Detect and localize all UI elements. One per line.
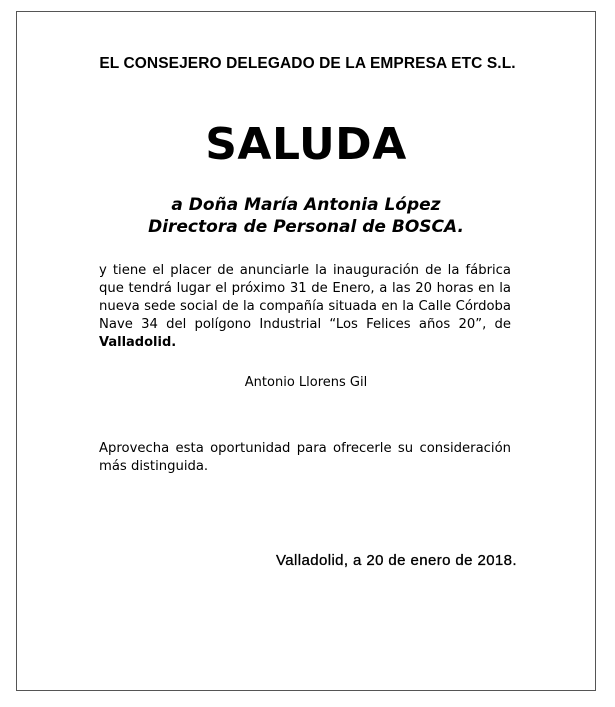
closing-paragraph: Aprovecha esta oportunidad para ofrecerle su consideración más distinguida. — [99, 441, 511, 474]
date-line: Valladolid, a 20 de enero de 2018. — [275, 552, 517, 569]
body-text: y tiene el placer de anunciarle la inauguración de la fábrica que tendrá lugar el próximo 31 de Enero, a las 20 horas en la nueva sede social de la compañía situada en la Calle Córdoba Nave 34 del polígono Industrial “Los Felices años 20”, de — [99, 263, 511, 332]
recipient-position: Directora de Personal de BOSCA. — [148, 217, 464, 237]
signer-name: Antonio Llorens Gil — [244, 375, 368, 390]
recipient-block — [0, 194, 612, 238]
recipient-name: a Doña María Antonia López — [171, 195, 441, 215]
letter-title: SALUDA — [205, 119, 407, 170]
body-city: Valladolid. — [99, 335, 177, 350]
body-paragraph — [99, 262, 511, 352]
letter-header: EL CONSEJERO DELEGADO DE LA EMPRESA ETC S.L. — [99, 55, 516, 72]
